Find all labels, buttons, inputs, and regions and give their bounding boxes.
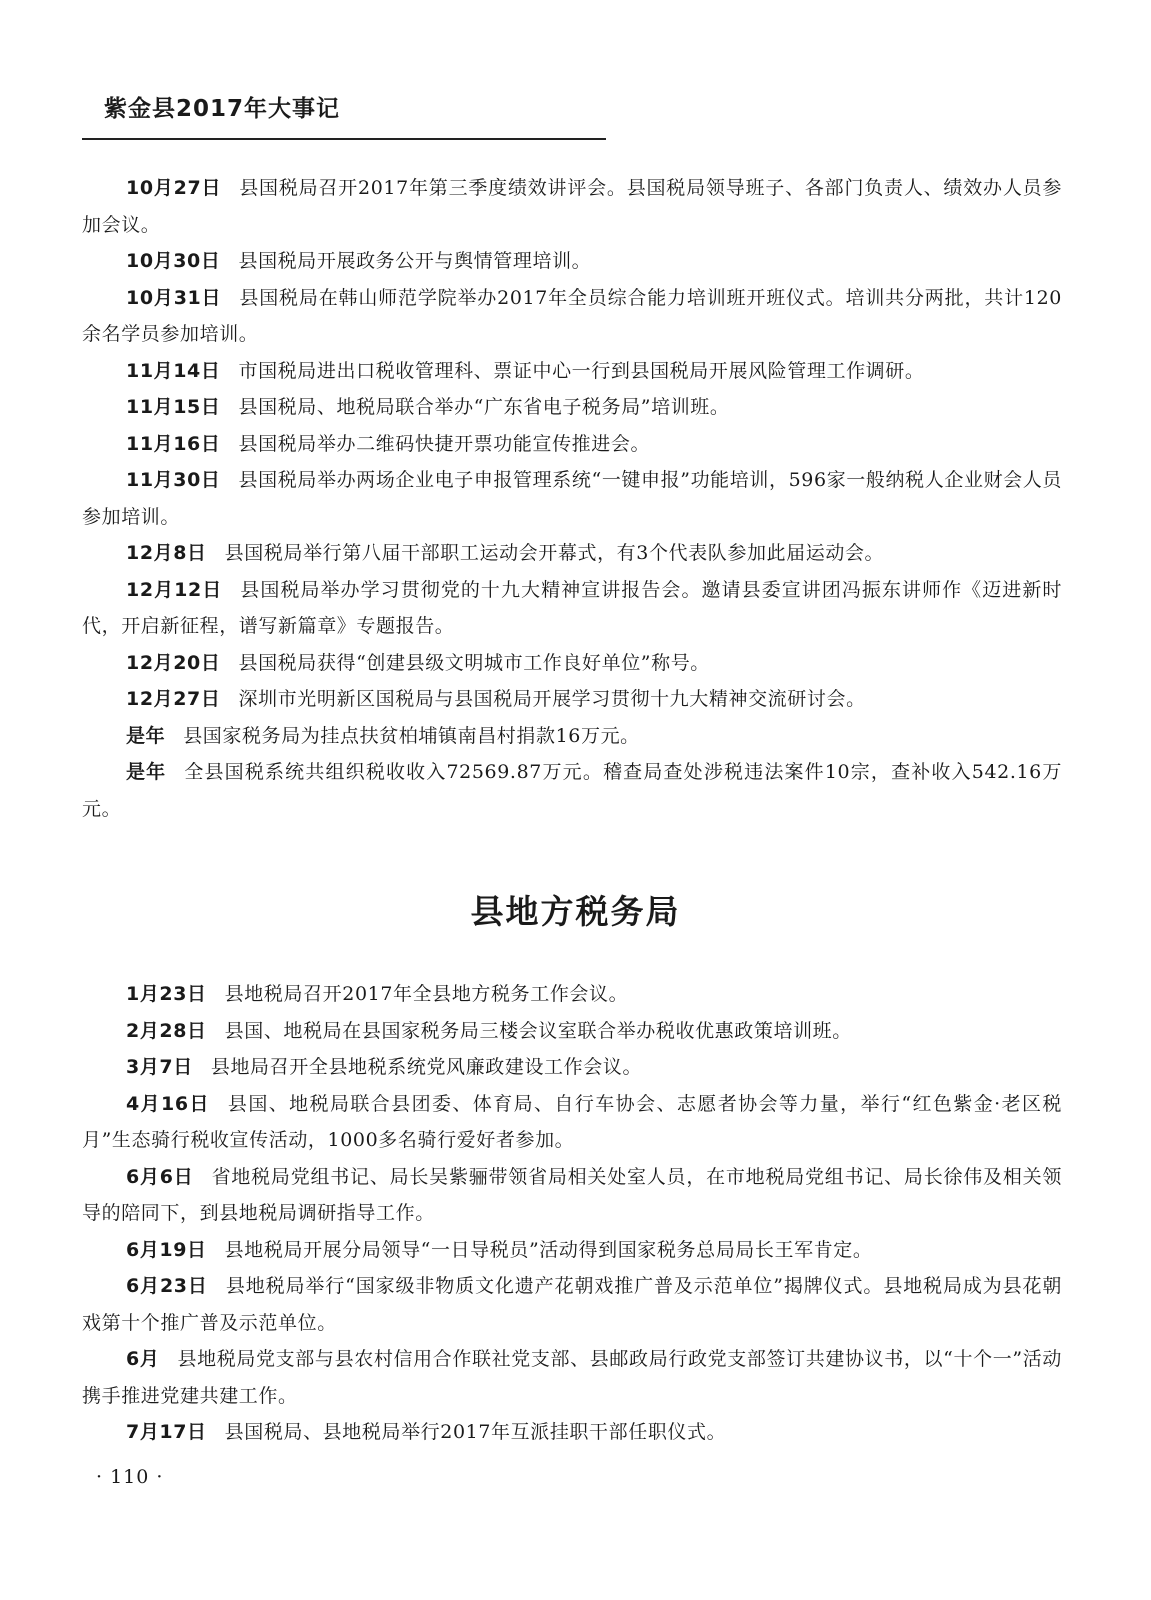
entry — [82, 1232, 1062, 1269]
entry-text: 全县国税系统共组织税收收入72569.87万元。稽查局查处涉税违法案件10宗，查补收入542.16万元。 — [82, 761, 1063, 820]
entry-text: 市国税局进出口税收管理科、票证中心一行到县国税局开展风险管理工作调研。 — [238, 359, 925, 382]
entry-text: 县国税局、县地税局举行2017年互派挂职干部任职仪式。 — [224, 1421, 727, 1443]
entry-text: 县国税局、地税局联合举办“广东省电子税务局”培训班。 — [238, 396, 730, 418]
entry — [82, 1086, 1062, 1159]
entry — [82, 170, 1062, 243]
entry-date: 10月31日 — [126, 286, 222, 309]
entry-date: 3月7日 — [126, 1056, 193, 1078]
entry — [82, 645, 1062, 682]
entry-date: 10月30日 — [126, 250, 221, 272]
entry-text: 县国家税务局为挂点扶贫柏埔镇南昌村捐款16万元。 — [183, 724, 640, 747]
entry-text: 县国、地税局联合县团委、体育局、自行车协会、志愿者协会等力量，举行“红色紫金·老区税月”生态骑行税收宣传活动，1000多名骑行爱好者参加。 — [82, 1092, 1062, 1151]
entry — [82, 681, 1062, 718]
entry-date: 10月27日 — [126, 177, 222, 199]
entry-text: 县国税局举办两场企业电子申报管理系统“一键申报”功能培训，596家一般纳税人企业财会人员参加培训。 — [82, 469, 1062, 528]
entry-text: 省地税局党组书记、局长吴紫骊带领省局相关处室人员，在市地税局党组书记、局长徐伟及相关领导的陪同下，到县地税局调研指导工作。 — [82, 1165, 1062, 1224]
entry — [82, 426, 1062, 463]
entry — [82, 1159, 1062, 1232]
entry-date: 11月16日 — [126, 432, 221, 455]
entry — [82, 718, 1062, 755]
entry-text: 县国、地税局在县国家税务局三楼会议室联合举办税收优惠政策培训班。 — [224, 1019, 852, 1042]
entry-date: 12月20日 — [126, 651, 221, 674]
entry-text: 县国税局举办学习贯彻党的十九大精神宣讲报告会。邀请县委宣讲团冯振东讲师作《迈进新时代，开启新征程，谱写新篇章》专题报告。 — [82, 578, 1062, 637]
entry-date: 6月19日 — [126, 1238, 207, 1261]
entry-date: 4月16日 — [126, 1092, 210, 1115]
header-rule — [82, 138, 606, 140]
entry-text: 县地税局召开2017年全县地方税务工作会议。 — [224, 983, 629, 1005]
entry-date: 11月15日 — [126, 396, 221, 418]
entry-date: 2月28日 — [126, 1019, 207, 1042]
entry-text: 县地税局举行“国家级非物质文化遗产花朝戏推广普及示范单位”揭牌仪式。县地税局成为县花朝戏第十个推广普及示范单位。 — [82, 1275, 1062, 1334]
entry-text: 县地税局党支部与县农村信用合作联社党支部、县邮政局行政党支部签订共建协议书，以“十个一”活动携手推进党建共建工作。 — [82, 1348, 1063, 1407]
entry — [82, 1013, 1062, 1050]
entry-text: 县国税局召开2017年第三季度绩效讲评会。县国税局领导班子、各部门负责人、绩效办人员参加会议。 — [82, 177, 1063, 236]
entry-date: 7月17日 — [126, 1421, 207, 1443]
entry — [82, 1049, 1062, 1086]
entry — [82, 1341, 1062, 1414]
entry-text: 县国税局举办二维码快捷开票功能宣传推进会。 — [238, 432, 651, 455]
entry — [82, 462, 1062, 535]
entry — [82, 535, 1062, 572]
entry-text: 县国税局获得“创建县级文明城市工作良好单位”称号。 — [238, 651, 710, 674]
entry-date: 12月8日 — [126, 542, 207, 564]
entry-date: 1月23日 — [126, 983, 207, 1005]
entry-date: 是年 — [126, 761, 167, 783]
entry-text: 县地局召开全县地税系统党风廉政建设工作会议。 — [210, 1056, 643, 1078]
section-title: 县地方税务局 — [470, 892, 681, 931]
entry-date: 11月14日 — [126, 359, 221, 382]
entry — [82, 1268, 1062, 1341]
entry-date: 6月6日 — [126, 1165, 194, 1188]
entry-text: 深圳市光明新区国税局与县国税局开展学习贯彻十九大精神交流研讨会。 — [238, 688, 866, 710]
running-header: 紫金县2017年大事记 — [104, 96, 341, 122]
section-local-tax-entries — [82, 976, 1062, 1451]
entry-text: 县地税局开展分局领导“一日导税员”活动得到国家税务总局局长王军肯定。 — [224, 1238, 873, 1261]
entry-date: 6月23日 — [126, 1275, 208, 1297]
page-number: · 110 · — [96, 1466, 164, 1488]
entry-text: 县国税局举行第八届干部职工运动会开幕式，有3个代表队参加此届运动会。 — [224, 542, 885, 564]
section-national-tax-entries — [82, 170, 1062, 827]
entry — [82, 353, 1062, 390]
entry — [82, 572, 1062, 645]
entry-date: 6月 — [126, 1348, 160, 1370]
entry-text: 县国税局开展政务公开与舆情管理培训。 — [238, 250, 592, 272]
entry — [82, 754, 1062, 827]
entry-date: 是年 — [126, 724, 166, 747]
entry — [82, 280, 1062, 353]
entry-date: 12月12日 — [126, 578, 223, 601]
entry — [82, 243, 1062, 280]
entry-date: 11月30日 — [126, 469, 221, 491]
entry — [82, 1414, 1062, 1451]
entry — [82, 976, 1062, 1013]
entry — [82, 389, 1062, 426]
entry-date: 12月27日 — [126, 688, 221, 710]
entry-text: 县国税局在韩山师范学院举办2017年全员综合能力培训班开班仪式。培训共分两批，共计120余名学员参加培训。 — [82, 286, 1062, 345]
